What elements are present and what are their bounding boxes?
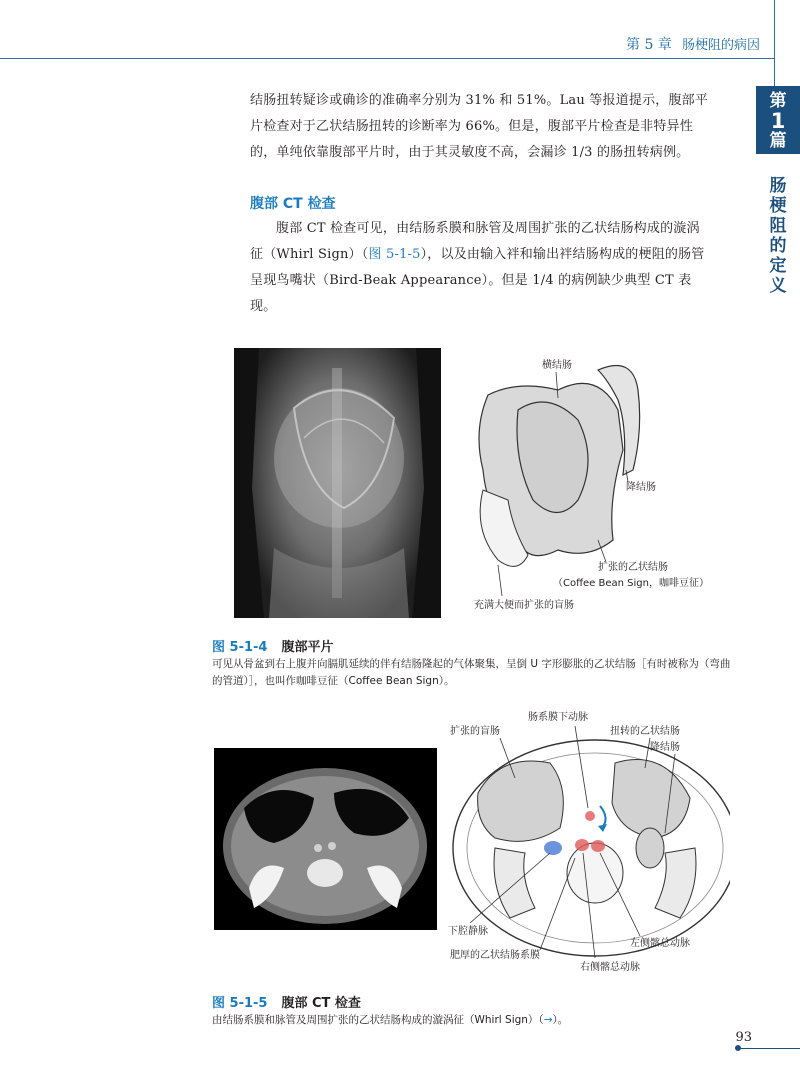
- figure-2-title-text: 腹部 CT 检查: [281, 996, 361, 1011]
- figure-2-title: [212, 992, 361, 1011]
- paragraph-2-text-a: 腹部 CT 检查可见，由结肠系膜和脉管及周围扩张的乙状结肠构成的漩涡征（Whirl Sign）（: [250, 221, 700, 262]
- subheading-ct: 腹部 CT 检查: [250, 196, 336, 212]
- vertebra-shape: [567, 843, 623, 903]
- abdominal-ct-image: [214, 748, 437, 930]
- figure-reference-link[interactable]: 图 5-1-5: [368, 247, 421, 262]
- label-right-iliac: 右侧髂总动脉: [580, 962, 640, 973]
- chapter-title: 肠梗阻的病因: [681, 38, 760, 53]
- part-tab-line3: 篇: [769, 131, 787, 151]
- figure-2-caption-a: 由结肠系膜和脉管及周围扩张的乙状结肠构成的漩涡征（Whirl Sign）（: [212, 1014, 544, 1026]
- part-tab-line1: 第: [769, 91, 787, 111]
- dilated-cecum-shape: [478, 761, 564, 841]
- right-iliac-artery-shape: [575, 839, 589, 851]
- page-number: 93: [735, 1030, 752, 1045]
- label-thick-mesentery: 肥厚的乙状结肠系膜: [450, 950, 540, 961]
- xray-schematic-drawing: [458, 350, 733, 618]
- label-ima: 肠系膜下动脉: [528, 712, 588, 723]
- ivc-shape: [544, 841, 562, 855]
- label-ivc: 下腔静脉: [448, 926, 488, 937]
- label-left-iliac: 左侧髂总动脉: [630, 938, 690, 949]
- header-vertical-rule: [774, 0, 775, 86]
- label-coffee-bean: （Coffee Bean Sign，咖啡豆征）: [553, 578, 709, 589]
- part-tab-number: 1: [770, 109, 786, 133]
- footer-rule: [740, 1048, 800, 1049]
- ima-shape: [585, 811, 595, 821]
- chapter-number: 第 5 章: [626, 37, 672, 53]
- abdominal-xray-image: [234, 348, 441, 618]
- figure-1-title-text: 腹部平片: [281, 640, 334, 655]
- figure-1-number: 图 5-1-4: [212, 640, 268, 655]
- figure-2-caption-b: ）。: [552, 1014, 569, 1026]
- paragraph-2: [250, 216, 710, 320]
- label-ct-descending: 降结肠: [650, 742, 680, 753]
- label-twisted-sigmoid: 扭转的乙状结肠: [610, 726, 680, 737]
- label-dilated-sigmoid: 扩张的乙状结肠: [598, 562, 668, 573]
- running-header: [626, 34, 760, 54]
- paragraph-1: 结肠扭转疑诊或确诊的准确率分别为 31% 和 51%。Lau 等报道提示，腹部平片检查对于乙状结肠扭转的诊断率为 66%。但是，腹部平片检查是非特异性的，单纯依靠腹部平片时，由于其灵敏度不高，会漏诊 1/3 的肠扭转病例。: [250, 93, 709, 160]
- header-rule: [0, 58, 774, 59]
- figure-2-caption-arrow: →: [543, 1014, 553, 1026]
- left-iliac-artery-shape: [591, 840, 605, 852]
- label-descending-colon: 降结肠: [626, 482, 656, 493]
- part-title-vertical: 肠梗阻的定义: [769, 176, 787, 296]
- figure-1-title: [212, 636, 333, 655]
- label-transverse-colon: 横结肠: [542, 360, 572, 371]
- part-tab: [756, 86, 800, 154]
- figure-2-number: 图 5-1-5: [212, 996, 268, 1011]
- paragraph-2-text-b: ），以及由输入袢和输出袢结肠构成的梗阻的肠管呈现鸟嘴状（Bird-Beak Appearance）。但是 1/4 的病例缺少典型 CT 表现。: [250, 247, 705, 314]
- label-cecum: 充满大便而扩张的盲肠: [474, 600, 574, 611]
- ct-schematic-drawing: [440, 708, 730, 978]
- figure-2-caption: [212, 1012, 732, 1029]
- figure-1-caption: 可见从骨盆到右上腹并向膈肌延续的伴有结肠隆起的气体聚集，呈倒 U 字形膨胀的乙状结肠［有时被称为（弯曲的管道）］，也叫作咖啡豆征（Coffee Bean Sign）。: [212, 658, 731, 687]
- descending-colon-shape: [636, 828, 664, 868]
- label-ct-cecum: 扩张的盲肠: [450, 726, 500, 737]
